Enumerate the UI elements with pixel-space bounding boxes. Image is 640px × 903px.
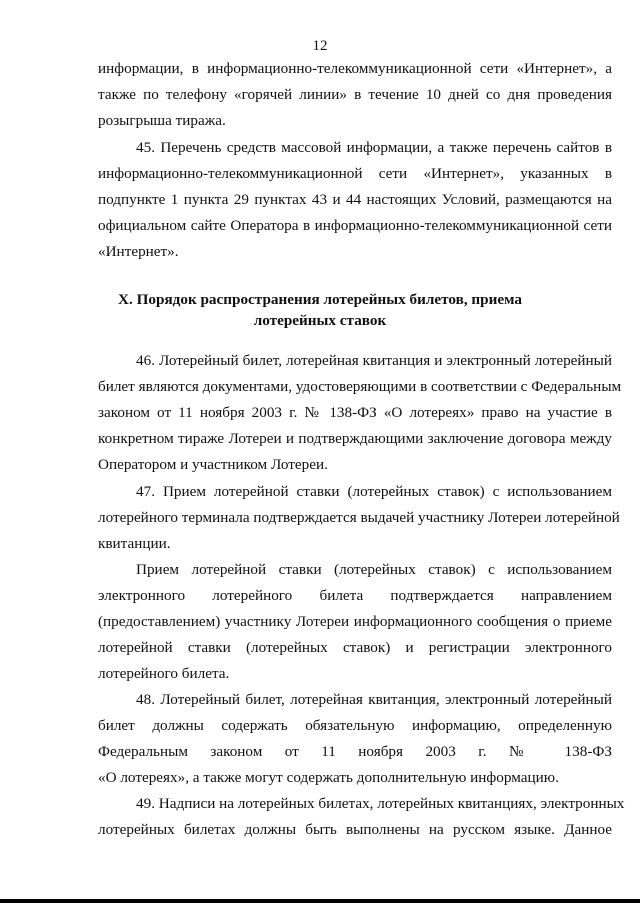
- text-line: 49. Надписи на лотерейных билетах, лотерейных квитанциях, электронных: [136, 795, 625, 812]
- text-line: Оператором и участником Лотереи.: [98, 456, 328, 473]
- text-line: Прием лотерейной ставки (лотерейных ставок) с использованием: [136, 561, 612, 578]
- text-line: «Интернет».: [98, 243, 179, 260]
- page-number: 12: [312, 38, 328, 54]
- text-line: лотерейной ставки (лотерейных ставок) и регистрации электронного: [98, 639, 612, 656]
- text-line: конкретном тираже Лотереи и подтверждающими заключение договора между: [98, 430, 612, 447]
- text-line: также по телефону «горячей линии» в течение 10 дней со дня проведения: [98, 86, 612, 103]
- text-line: 45. Перечень средств массовой информации, а также перечень сайтов в: [136, 139, 612, 156]
- text-line: билет должны содержать обязательную информацию, определенную: [98, 717, 612, 734]
- text-line: розыгрыша тиража.: [98, 112, 226, 129]
- text-line: информационно-телекоммуникационной сети «Интернет», указанных в: [98, 165, 612, 182]
- text-line: (предоставлением) участнику Лотереи информационного сообщения о приеме: [98, 613, 612, 630]
- text-line: лотерейных билетах должны быть выполнены на русском языке. Данное: [98, 821, 612, 838]
- text-line: Федеральным законом от 11 ноября 2003 г. № 138-ФЗ: [98, 743, 612, 760]
- text-line: лотерейного билета.: [98, 665, 230, 682]
- text-line: подпункте 1 пункта 29 пунктах 43 и 44 настоящих Условий, размещаются на: [98, 191, 612, 208]
- text-line: 46. Лотерейный билет, лотерейная квитанция и электронный лотерейный: [136, 352, 612, 369]
- text-line: законом от 11 ноября 2003 г. № 138-ФЗ «О лотереях» право на участие в: [98, 404, 612, 421]
- text-line: билет являются документами, удостоверяющими в соответствии с Федеральным: [98, 378, 622, 395]
- text-line: «О лотереях», а также могут содержать дополнительную информацию.: [98, 769, 559, 786]
- text-line: 47. Прием лотерейной ставки (лотерейных ставок) с использованием: [136, 483, 612, 500]
- text-line: электронного лотерейного билета подтверждается направлением: [98, 587, 612, 604]
- scan-edge: [0, 899, 640, 903]
- text-line: информации, в информационно-телекоммуникационной сети «Интернет», а: [98, 60, 612, 77]
- section-heading: лотерейных ставок: [253, 312, 387, 329]
- text-line: официальном сайте Оператора в информационно-телекоммуникационной сети: [98, 217, 612, 234]
- text-line: лотерейного терминала подтверждается выдачей участнику Лотереи лотерейной: [98, 509, 620, 526]
- section-heading: X. Порядок распространения лотерейных билетов, приема: [118, 291, 522, 308]
- text-line: 48. Лотерейный билет, лотерейная квитанция, электронный лотерейный: [136, 691, 612, 708]
- text-line: квитанции.: [98, 535, 171, 552]
